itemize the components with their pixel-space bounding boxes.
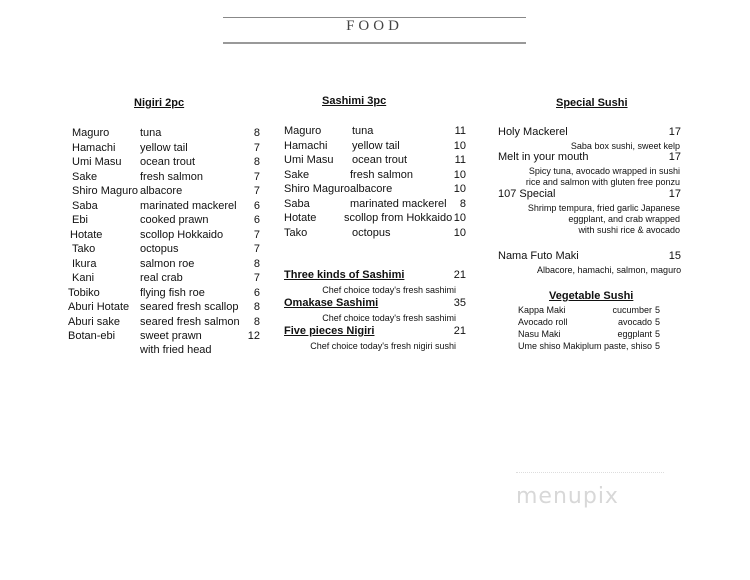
special-price: 17: [668, 126, 681, 138]
item-price: 8: [253, 301, 260, 313]
item-name: Botan-ebi: [68, 330, 116, 342]
item-desc: ocean trout: [140, 156, 196, 168]
special-name: Holy Mackerel: [498, 126, 568, 138]
item-desc: albacore: [350, 183, 393, 195]
special-row: [0, 188, 681, 202]
special-row: [0, 151, 681, 165]
special-desc-line: Shrimp tempura, fried garlic Japanese: [527, 203, 680, 213]
veg-price: 5: [654, 341, 660, 351]
special-price: 15: [668, 250, 681, 262]
item-name: Umi Masu: [284, 154, 334, 166]
special-title: Special Sushi: [556, 97, 628, 109]
veg-name: Ume shiso Maki: [518, 341, 583, 351]
item-name: Hamachi: [284, 139, 328, 152]
veg-name: Nasu Maki: [518, 329, 561, 339]
item-price: 7: [253, 170, 260, 183]
special-desc-line: Albacore, hamachi, salmon, maguro: [537, 265, 682, 275]
item-name: Kani: [72, 272, 95, 284]
item-desc: tuna: [140, 127, 162, 139]
item-price: 6: [253, 199, 260, 212]
item-name: Shiro Maguro: [72, 185, 139, 197]
watermark-text: menupix: [516, 484, 619, 509]
item-name: Tako: [284, 226, 308, 239]
veg-name: Avocado roll: [518, 317, 568, 327]
special-desc-line: Spicy tuna, avocado wrapped in sushi: [528, 166, 680, 176]
item-price: 8: [253, 257, 260, 270]
special-desc-line: rice and salmon with gluten free ponzu: [525, 177, 680, 187]
item-name: Hotate: [284, 212, 317, 224]
item-desc: albacore: [140, 185, 183, 197]
item-desc: cooked prawn: [140, 214, 209, 226]
item-desc: real crab: [140, 272, 183, 284]
item-price: 7: [253, 185, 260, 197]
combo-price: 21: [453, 269, 466, 281]
item-price: 10: [453, 139, 466, 152]
vegetable-row: [0, 305, 660, 316]
menupix-watermark: [516, 472, 666, 522]
item-name: Aburi Hotate: [68, 301, 130, 313]
vegetable-row: [0, 341, 660, 352]
vegetable-row: [0, 329, 660, 340]
special-name: 107 Special: [498, 188, 556, 200]
item-price: 8: [253, 315, 260, 328]
item-price: 6: [253, 286, 260, 299]
special-row: [0, 126, 681, 140]
item-price: 7: [253, 141, 260, 154]
combo-price: 35: [453, 297, 466, 309]
item-price: 8: [253, 127, 260, 139]
vegetable-title: Vegetable Sushi: [549, 290, 634, 302]
item-name: Hotate: [70, 228, 103, 241]
combo-name: Omakase Sashimi: [284, 297, 379, 309]
item-name: Ebi: [72, 214, 88, 226]
item-price: 6: [253, 214, 260, 226]
veg-name: Kappa Maki: [518, 305, 566, 315]
item-name: Hamachi: [72, 141, 116, 154]
combo-name: Five pieces Nigiri: [284, 325, 375, 337]
item-desc: scollop from Hokkaido: [344, 212, 453, 224]
item-desc: octopus: [140, 243, 179, 255]
item-desc: sweet prawn: [140, 330, 202, 342]
item-desc: fresh salmon: [140, 170, 203, 183]
item-price: 11: [454, 125, 466, 137]
item-desc: marinated mackerel: [140, 199, 237, 212]
item-price: 12: [247, 330, 260, 342]
special-row: [0, 250, 681, 264]
header-rule-bottom: [223, 42, 526, 44]
item-name: Umi Masu: [72, 156, 122, 168]
item-name: Ikura: [72, 257, 97, 270]
item-name: Saba: [284, 197, 310, 210]
item-price: 7: [253, 272, 260, 284]
special-name: Nama Futo Maki: [498, 250, 579, 262]
nigiri-title: Nigiri 2pc: [134, 97, 185, 109]
watermark-rule: [516, 472, 664, 473]
veg-price: 5: [654, 329, 660, 339]
item-name: Maguro: [72, 127, 110, 139]
item-name: Shiro Maguro: [284, 183, 351, 195]
item-name: Maguro: [284, 125, 322, 137]
special-desc-line: with sushi rice & avocado: [578, 225, 680, 235]
combo-desc: Chef choice today's fresh sashimi: [322, 313, 456, 323]
item-desc: seared fresh scallop: [140, 301, 239, 313]
item-price: 7: [253, 243, 260, 255]
veg-desc: avocado: [617, 317, 652, 327]
veg-desc: cucumber: [612, 305, 652, 315]
item-price: 11: [454, 154, 466, 166]
item-desc: yellow tail: [140, 141, 188, 154]
item-desc: flying fish roe: [140, 286, 205, 299]
veg-price: 5: [654, 305, 660, 315]
combo-desc: Chef choice today's fresh nigiri sushi: [310, 341, 456, 351]
combo-price: 21: [453, 325, 466, 337]
item-price: 8: [459, 197, 466, 210]
nigiri-last-extra: with fried head: [140, 344, 212, 356]
item-desc: octopus: [352, 226, 391, 239]
item-name: Tako: [72, 243, 96, 255]
combo-row: [0, 269, 466, 283]
item-desc: fresh salmon: [350, 168, 413, 181]
item-price: 10: [453, 226, 466, 239]
item-name: Sake: [72, 170, 98, 183]
item-name: Sake: [284, 168, 310, 181]
special-name: Melt in your mouth: [498, 151, 589, 163]
item-name: Aburi sake: [68, 315, 120, 328]
sashimi-title: Sashimi 3pc: [322, 95, 387, 107]
item-desc: yellow tail: [352, 139, 400, 152]
special-desc-line: eggplant, and crab wrapped: [568, 214, 680, 224]
item-price: 10: [453, 168, 466, 181]
special-price: 17: [668, 188, 681, 200]
item-price: 8: [253, 156, 260, 168]
item-desc: salmon roe: [140, 257, 195, 270]
combo-desc: Chef choice today's fresh sashimi: [322, 285, 456, 295]
item-name: Saba: [72, 199, 98, 212]
special-desc-line: Saba box sushi, sweet kelp: [570, 141, 680, 151]
item-desc: marinated mackerel: [350, 197, 447, 210]
vegetable-row: [0, 317, 660, 328]
item-price: 7: [253, 228, 260, 241]
item-desc: ocean trout: [352, 154, 408, 166]
item-price: 10: [453, 212, 466, 224]
special-price: 17: [668, 151, 681, 163]
item-price: 10: [453, 183, 466, 195]
veg-desc: plum paste, shiso: [581, 341, 652, 351]
veg-price: 5: [654, 317, 660, 327]
item-desc: tuna: [352, 125, 374, 137]
veg-desc: eggplant: [617, 329, 652, 339]
item-name: Tobiko: [68, 286, 100, 299]
page-title: FOOD: [346, 18, 403, 34]
item-desc: seared fresh salmon: [140, 315, 240, 328]
item-desc: scollop Hokkaido: [140, 228, 224, 241]
combo-name: Three kinds of Sashimi: [284, 269, 405, 281]
